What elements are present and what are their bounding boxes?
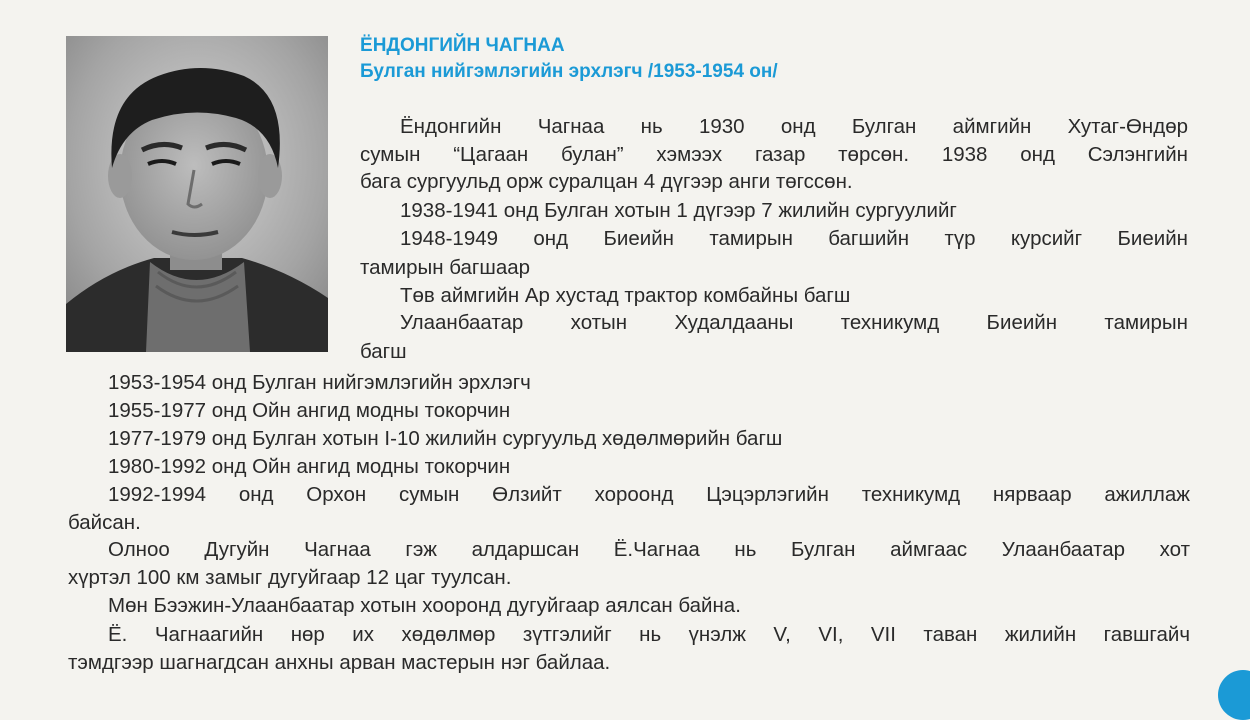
bio-line-11: 1955-1977 онд Ойн ангид модны токорчин [108, 399, 511, 422]
bio-line-5: 1948-1949 онд Биеийн тамирын багшийн түр курсийг Биеийн [400, 227, 1188, 250]
bio-line-4: 1938-1941 онд Булган хотын 1 дүгээр 7 жилийн сургуулийг [400, 199, 957, 222]
bio-line-10: 1953-1954 онд Булган нийгэмлэгийн эрхлэгч [108, 371, 531, 394]
bio-line-13: 1980-1992 онд Ойн ангид модны токорчин [108, 455, 511, 478]
bio-line-16: Олноо Дугуйн Чагнаа гэж алдаршсан Ё.Чагнаа нь Булган аймгаас Улаанбаатар хот [108, 538, 1190, 561]
portrait-photo [66, 36, 328, 352]
position-subheading: Булган нийгэмлэгийн эрхлэгч /1953-1954 он/ [360, 61, 778, 82]
bio-line-8: Улаанбаатар хотын Худалдааны техникумд Биеийн тамирын [400, 311, 1188, 334]
page-corner-decoration [1218, 670, 1250, 720]
bio-line-12: 1977-1979 онд Булган хотын I-10 жилийн сургуульд хөдөлмөрийн багш [108, 427, 783, 450]
bio-line-1: Ёндонгийн Чагнаа нь 1930 онд Булган аймгийн Хутаг-Өндөр [400, 115, 1188, 138]
bio-line-14: 1992-1994 онд Орхон сумын Өлзийт хороонд Цэцэрлэгийн техникумд нярваар ажиллаж [108, 483, 1190, 506]
person-name-heading: ЁНДОНГИЙН ЧАГНАА [360, 35, 565, 56]
bio-line-3: бага сургуульд орж суралцан 4 дүгээр анги төгссөн. [360, 170, 853, 193]
bio-line-17: хүртэл 100 км замыг дугуйгаар 12 цаг туулсан. [68, 566, 512, 589]
bio-line-7: Төв аймгийн Ар хустад трактор комбайны багш [400, 284, 851, 307]
bio-line-20: тэмдгээр шагнагдсан анхны арван мастерын нэг байлаа. [68, 651, 611, 674]
bio-line-19: Ё. Чагнаагийн нөр их хөдөлмөр зүтгэлийг нь үнэлж V, VI, VII таван жилийн гавшгайч [108, 623, 1190, 646]
bio-line-15: байсан. [68, 511, 141, 534]
bio-line-18: Мөн Бээжин-Улаанбаатар хотын хооронд дугуйгаар аялсан байна. [108, 594, 741, 617]
bio-line-6: тамирын багшаар [360, 256, 531, 279]
bio-line-9: багш [360, 340, 407, 363]
portrait-illustration [66, 36, 328, 352]
bio-line-2: сумын “Цагаан булан” хэмээх газар төрсөн. 1938 онд Сэлэнгийн [360, 143, 1188, 166]
